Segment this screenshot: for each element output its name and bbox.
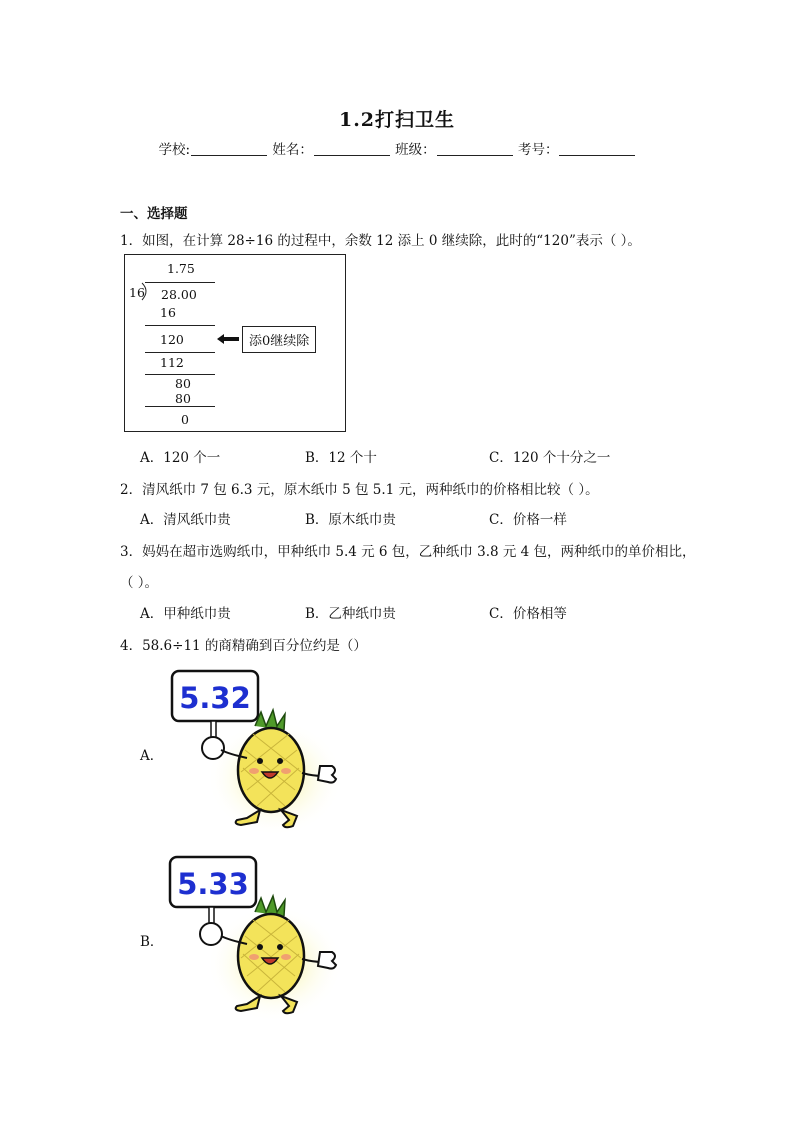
pineapple-mascot-option-b[interactable] bbox=[165, 854, 350, 1019]
question-3-stem: 3．妈妈在超市选购纸巾，甲种纸巾 5.4 元 6 包，乙种纸巾 3.8 元 4 包，两种纸巾的单价相比， bbox=[120, 544, 696, 560]
division-note: 添0继续除 bbox=[242, 326, 316, 353]
q4-option-a[interactable]: A． bbox=[140, 748, 164, 764]
question-3-stem-continued: （ ）。 bbox=[120, 575, 159, 591]
division-step: 80 bbox=[175, 376, 191, 391]
division-line bbox=[145, 374, 215, 375]
pineapple-mascot-option-a[interactable] bbox=[165, 668, 350, 833]
division-line bbox=[145, 406, 215, 407]
division-step: 112 bbox=[160, 355, 184, 370]
division-bracket bbox=[140, 282, 152, 302]
division-divisor: 16 bbox=[129, 285, 145, 300]
division-dividend: 28.00 bbox=[161, 287, 197, 302]
q1-option-b[interactable]: B．12 个十 bbox=[305, 450, 377, 466]
division-step: 120 bbox=[160, 332, 184, 347]
question-2-stem: 2．清风纸巾 7 包 6.3 元，原木纸巾 5 包 5.1 元，两种纸巾的价格相比较（ ）。 bbox=[120, 482, 599, 498]
section-heading: 一、选择题 bbox=[120, 206, 188, 222]
class-label: 班级： bbox=[395, 142, 436, 158]
q1-option-a[interactable]: A．120 个一 bbox=[140, 450, 221, 466]
q2-option-c[interactable]: C．价格一样 bbox=[489, 512, 567, 528]
division-bar bbox=[145, 282, 215, 283]
division-quotient: 1.75 bbox=[167, 261, 195, 276]
sign-value: 5.33 bbox=[177, 867, 249, 901]
student-info-row bbox=[0, 138, 794, 158]
class-blank bbox=[437, 141, 513, 156]
long-division-figure bbox=[124, 254, 346, 432]
sign-value: 5.32 bbox=[179, 681, 251, 715]
name-blank bbox=[314, 141, 390, 156]
q3-option-b[interactable]: B．乙种纸巾贵 bbox=[305, 606, 396, 622]
q2-option-a[interactable]: A．清风纸巾贵 bbox=[140, 512, 231, 528]
division-step: 80 bbox=[175, 391, 191, 406]
school-label: 学校: bbox=[158, 142, 191, 158]
page-title: 1.2打扫卫生 bbox=[338, 109, 456, 131]
q4-option-b[interactable]: B． bbox=[140, 934, 164, 950]
q3-option-a[interactable]: A．甲种纸巾贵 bbox=[140, 606, 231, 622]
division-step: 16 bbox=[160, 305, 176, 320]
q2-option-b[interactable]: B．原木纸巾贵 bbox=[305, 512, 396, 528]
question-1-stem: 1．如图，在计算 28÷16 的过程中，余数 12 添上 0 继续除，此时的“120”表示（ ）。 bbox=[120, 233, 641, 249]
q3-option-c[interactable]: C．价格相等 bbox=[489, 606, 567, 622]
q1-option-c[interactable]: C．120 个十分之一 bbox=[489, 450, 611, 466]
division-line bbox=[145, 352, 215, 353]
school-blank bbox=[191, 141, 267, 156]
division-step: 0 bbox=[181, 412, 189, 427]
left-arrow-icon bbox=[217, 333, 241, 345]
division-line bbox=[145, 325, 215, 326]
question-4-stem: 4．58.6÷11 的商精确到百分位约是（） bbox=[120, 638, 367, 654]
exam-number-label: 考号： bbox=[517, 142, 559, 158]
exam-number-blank bbox=[559, 141, 635, 156]
name-label: 姓名： bbox=[272, 142, 313, 158]
